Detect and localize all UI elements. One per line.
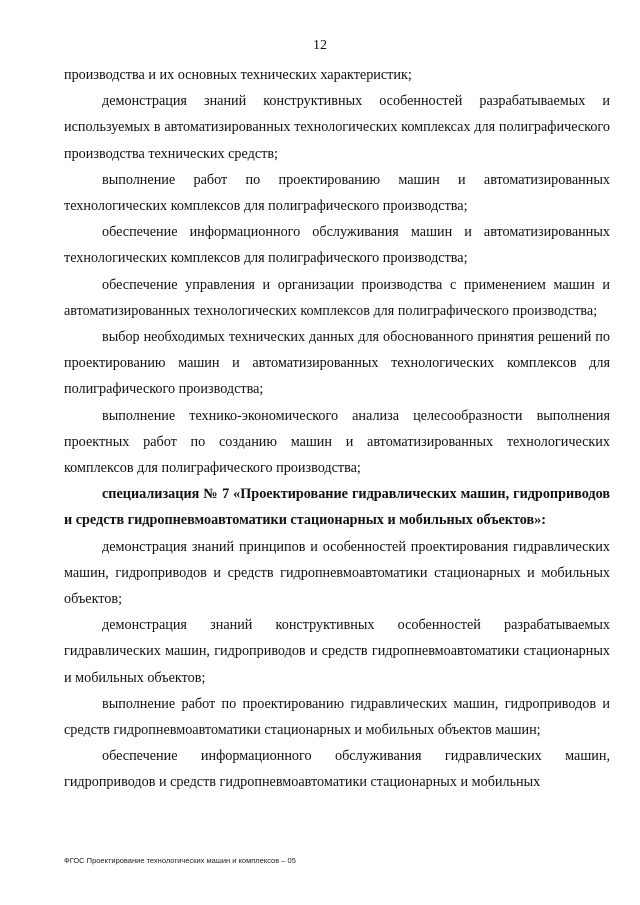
- paragraph: демонстрация знаний конструктивных особенностей разрабатываемых и используемых в автоматизированных технологических комплексах для полиграфического производства технических средств;: [64, 93, 610, 162]
- paragraph-continuation: производства и их основных технических характеристик;: [64, 67, 412, 83]
- paragraph: выполнение работ по проектированию гидравлических машин, гидроприводов и средств гидропневмоавтоматики стационарных и мобильных объектов машин;: [64, 695, 610, 739]
- paragraph: демонстрация знаний конструктивных особенностей разрабатываемых гидравлических машин, гидроприводов и средств гидропневмоавтоматики стационарных и мобильных объектов;: [64, 617, 610, 686]
- paragraph: выбор необходимых технических данных для обоснованного принятия решений по проектированию машин и автоматизированных технологических комплексов для полиграфического производства;: [64, 329, 610, 398]
- paragraph: обеспечение информационного обслуживания гидравлических машин, гидроприводов и средств гидропневмоавтоматики стационарных и мобильных: [64, 748, 610, 791]
- page-footer: ФГОС Проектирование технологических машин и комплексов – 05: [64, 856, 296, 865]
- paragraph: обеспечение информационного обслуживания машин и автоматизированных технологических комплексов для полиграфического производства;: [64, 224, 610, 267]
- page-number: 12: [313, 38, 327, 53]
- paragraph: демонстрация знаний принципов и особенностей проектирования гидравлических машин, гидроприводов и средств гидропневмоавтоматики стационарных и мобильных объектов;: [64, 538, 610, 608]
- body-text: [64, 62, 610, 796]
- specialization-heading: специализация № 7 «Проектирование гидравлических машин, гидроприводов и средств гидропневмоавтоматики стационарных и мобильных объектов»:: [64, 486, 610, 529]
- paragraph: выполнение работ по проектированию машин и автоматизированных технологических комплексов для полиграфического производства;: [64, 171, 610, 215]
- paragraph: обеспечение управления и организации производства с применением машин и автоматизированных технологических комплексов для полиграфического производства;: [64, 276, 610, 319]
- paragraph: выполнение технико-экономического анализа целесообразности выполнения проектных работ по созданию машин и автоматизированных технологических комплексов для полиграфического производства;: [64, 407, 610, 477]
